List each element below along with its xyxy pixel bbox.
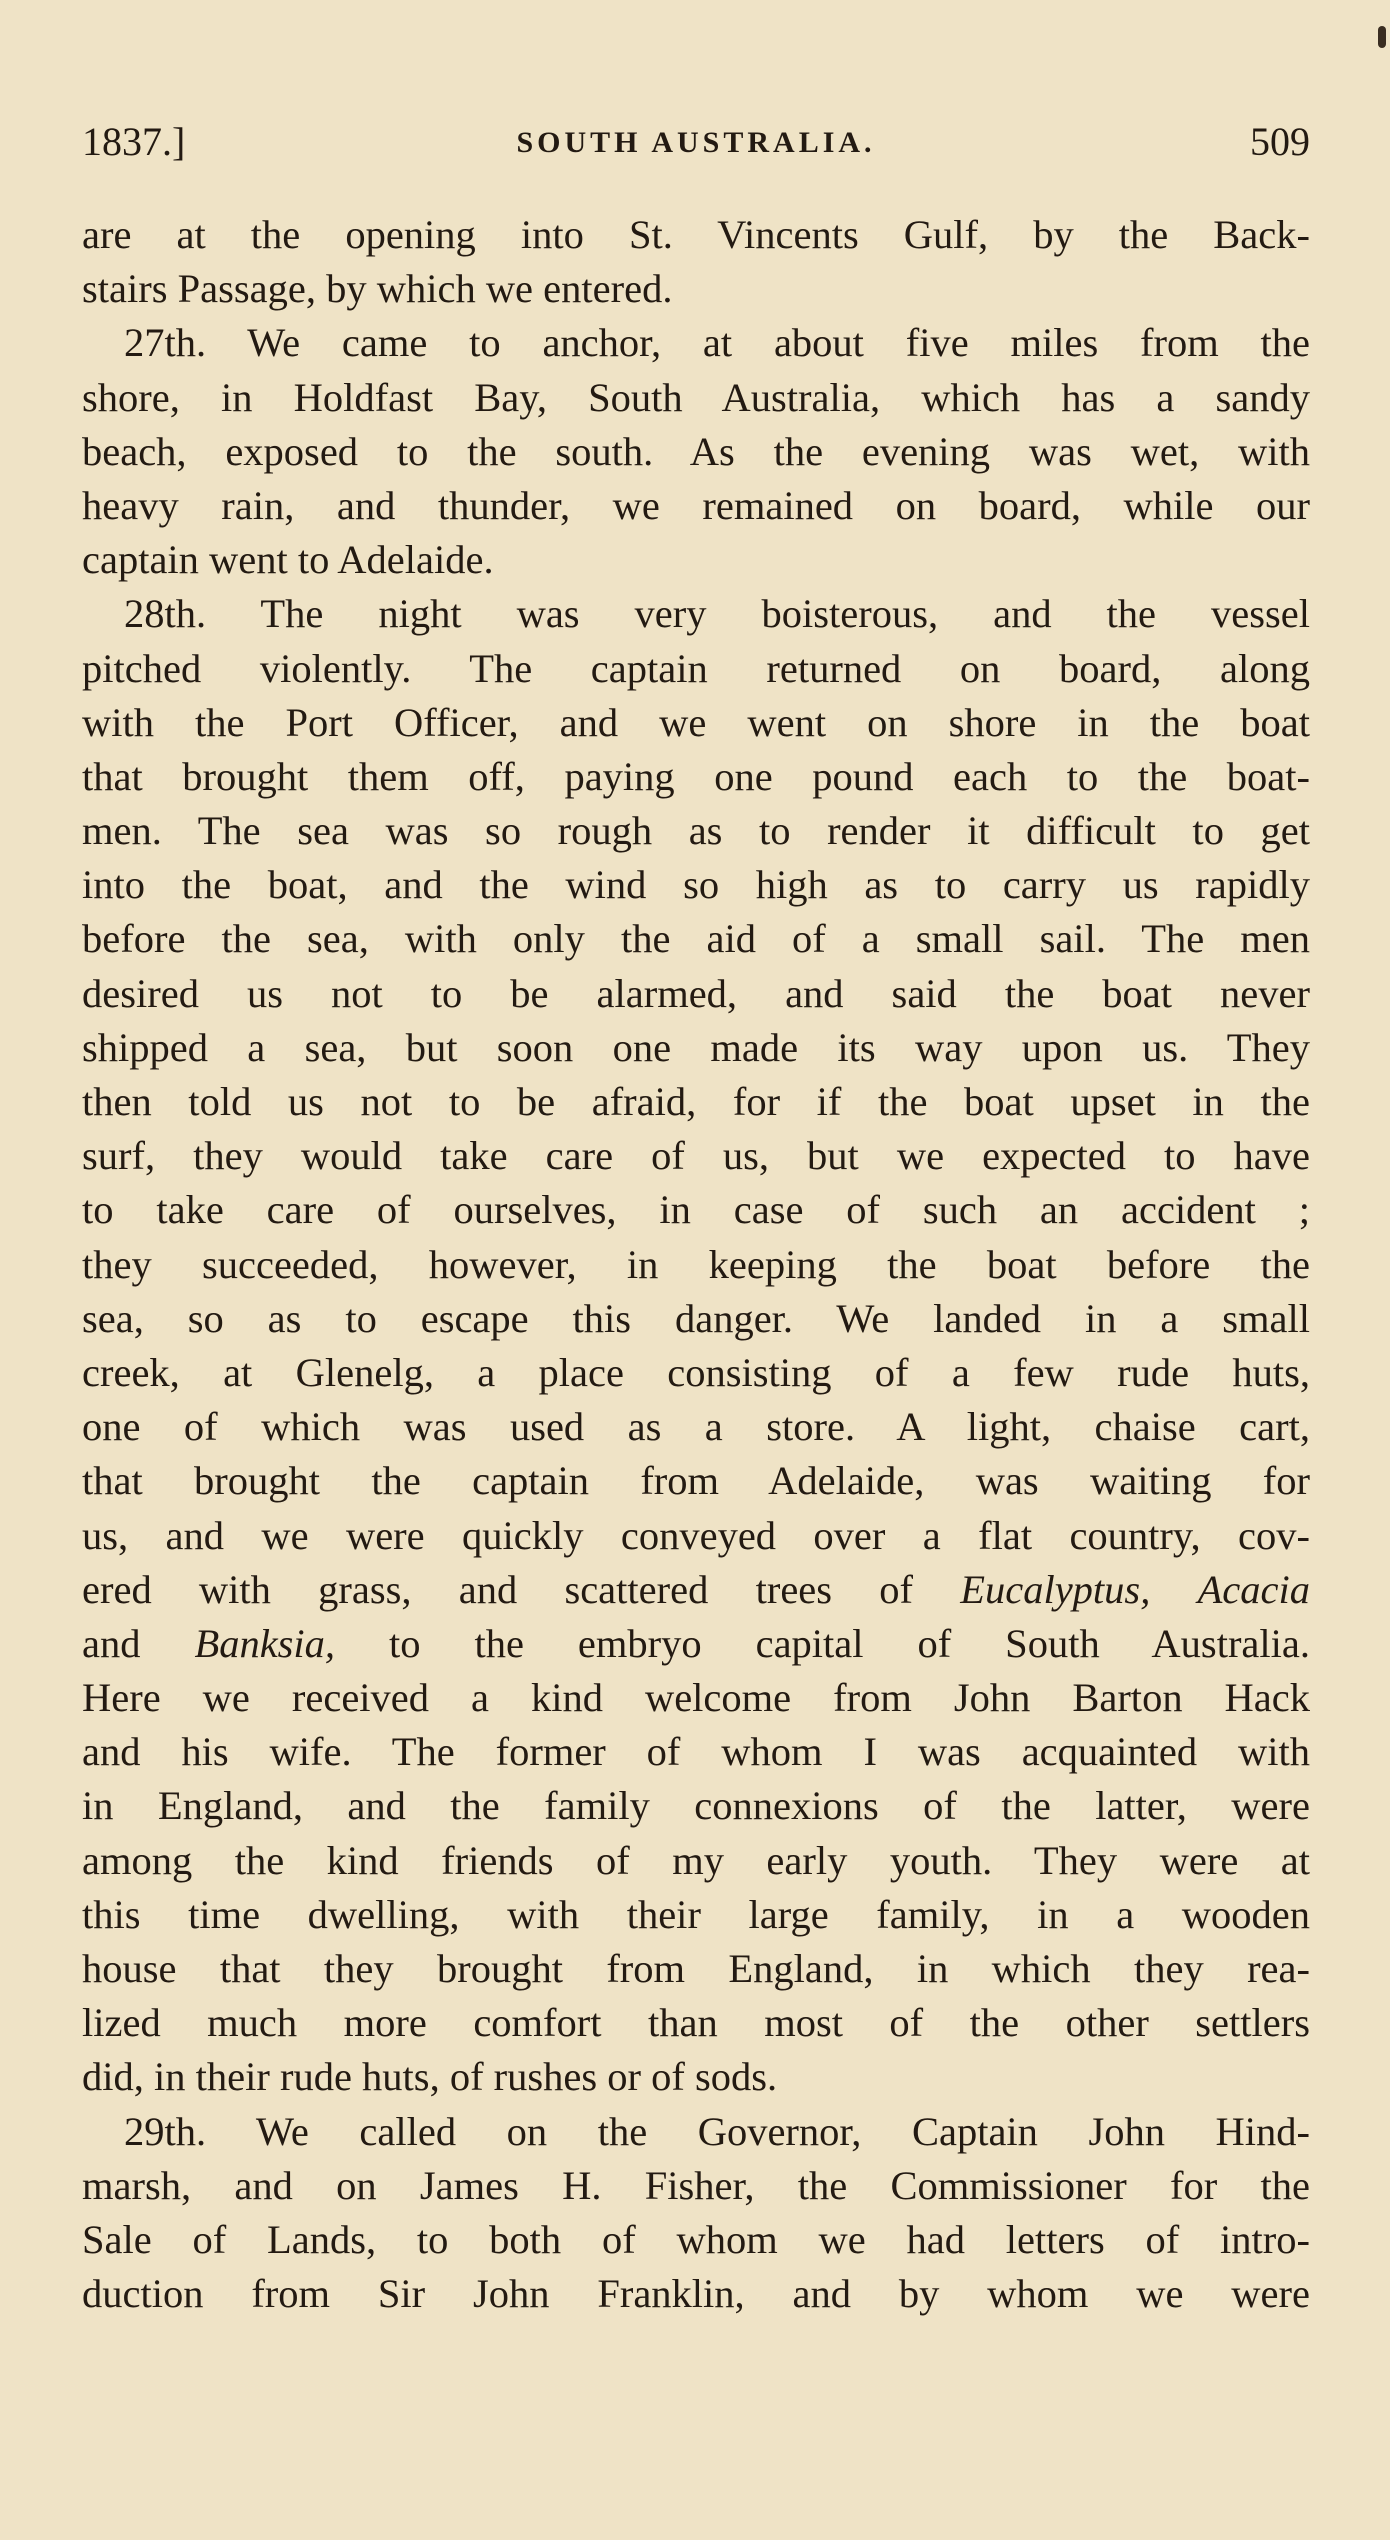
text-line: pitched violently. The captain returned on board, along (82, 645, 1310, 691)
text-line: Here we received a kind welcome from John Barton Hack (82, 1675, 1310, 1721)
page-speck (1378, 26, 1386, 48)
text-line: Sale of Lands, to both of whom we had letters of intro- (82, 2216, 1310, 2262)
running-header (82, 118, 1310, 178)
text-line: men. The sea was so rough as to render it difficult to get (82, 808, 1310, 854)
text-line: and his wife. The former of whom I was acquainted with (82, 1729, 1310, 1775)
text-line: before the sea, with only the aid of a small sail. The men (82, 916, 1310, 962)
text-line: that brought them off, paying one pound each to the boat- (82, 753, 1310, 799)
text-line: stairs Passage, by which we entered. (82, 266, 673, 312)
text-line: are at the opening into St. Vincents Gulf, by the Back- (82, 212, 1310, 257)
running-year: 1837.] (82, 119, 186, 164)
page-number: 509 (1250, 119, 1310, 164)
text-line: desired us not to be alarmed, and said the boat never (82, 970, 1310, 1016)
text-line: they succeeded, however, in keeping the boat before the (82, 1241, 1310, 1287)
text-segment: ered with grass, and scattered trees of (82, 1566, 913, 1612)
text-line: lized much more comfort than most of the other settlers (82, 2000, 1310, 2046)
text-line (82, 1617, 1310, 1671)
italic-genus-eucalyptus: Eucalyptus, (960, 1566, 1151, 1612)
text-line: to take care of ourselves, in case of such an accident ; (82, 1187, 1310, 1233)
text-line: into the boat, and the wind so high as to carry us rapidly (82, 862, 1310, 908)
text-line: this time dwelling, with their large family, in a wooden (82, 1891, 1310, 1937)
text-line: heavy rain, and thunder, we remained on board, while our (82, 482, 1310, 528)
text-line: sea, so as to escape this danger. We landed in a small (82, 1295, 1310, 1341)
running-title: SOUTH AUSTRALIA. (516, 126, 876, 159)
text-segment: to the embryo capital of South Australia. (389, 1620, 1311, 1666)
text-line: shore, in Holdfast Bay, South Australia, which has a sandy (82, 374, 1310, 420)
text-line: creek, at Glenelg, a place consisting of a few rude huts, (82, 1349, 1310, 1395)
text-segment: and (82, 1620, 141, 1666)
text-line: beach, exposed to the south. As the evening was wet, with (82, 428, 1310, 474)
text-line: then told us not to be afraid, for if the boat upset in the (82, 1079, 1310, 1124)
text-line: one of which was used as a store. A light, chaise cart, (82, 1404, 1310, 1450)
italic-genus-acacia: Acacia (1197, 1566, 1311, 1612)
text-line: among the kind friends of my early youth. They were at (82, 1837, 1310, 1883)
text-line: captain went to Adelaide. (82, 537, 494, 583)
text-line: in England, and the family connexions of the latter, were (82, 1783, 1310, 1829)
text-line: did, in their rude huts, of rushes or of sods. (82, 2054, 778, 2100)
text-line: shipped a sea, but soon one made its way upon us. They (82, 1024, 1310, 1070)
text-line: 28th. The night was very boisterous, and the vessel (124, 591, 1310, 637)
body-text (82, 208, 1310, 2321)
text-line: 29th. We called on the Governor, Captain John Hind- (124, 2108, 1310, 2154)
text-line: duction from Sir John Franklin, and by whom we were (82, 2271, 1310, 2317)
italic-genus-banksia: Banksia, (194, 1620, 336, 1666)
text-line: house that they brought from England, in which they rea- (82, 1946, 1310, 1991)
text-line: marsh, and on James H. Fisher, the Commissioner for the (82, 2162, 1310, 2208)
text-line (82, 1563, 1310, 1617)
text-line: surf, they would take care of us, but we expected to have (82, 1133, 1310, 1179)
text-line: that brought the captain from Adelaide, was waiting for (82, 1458, 1310, 1504)
text-line: us, and we were quickly conveyed over a flat country, cov- (82, 1512, 1310, 1558)
text-line: 27th. We came to anchor, at about five miles from the (124, 320, 1310, 366)
text-line: with the Port Officer, and we went on shore in the boat (82, 699, 1310, 745)
